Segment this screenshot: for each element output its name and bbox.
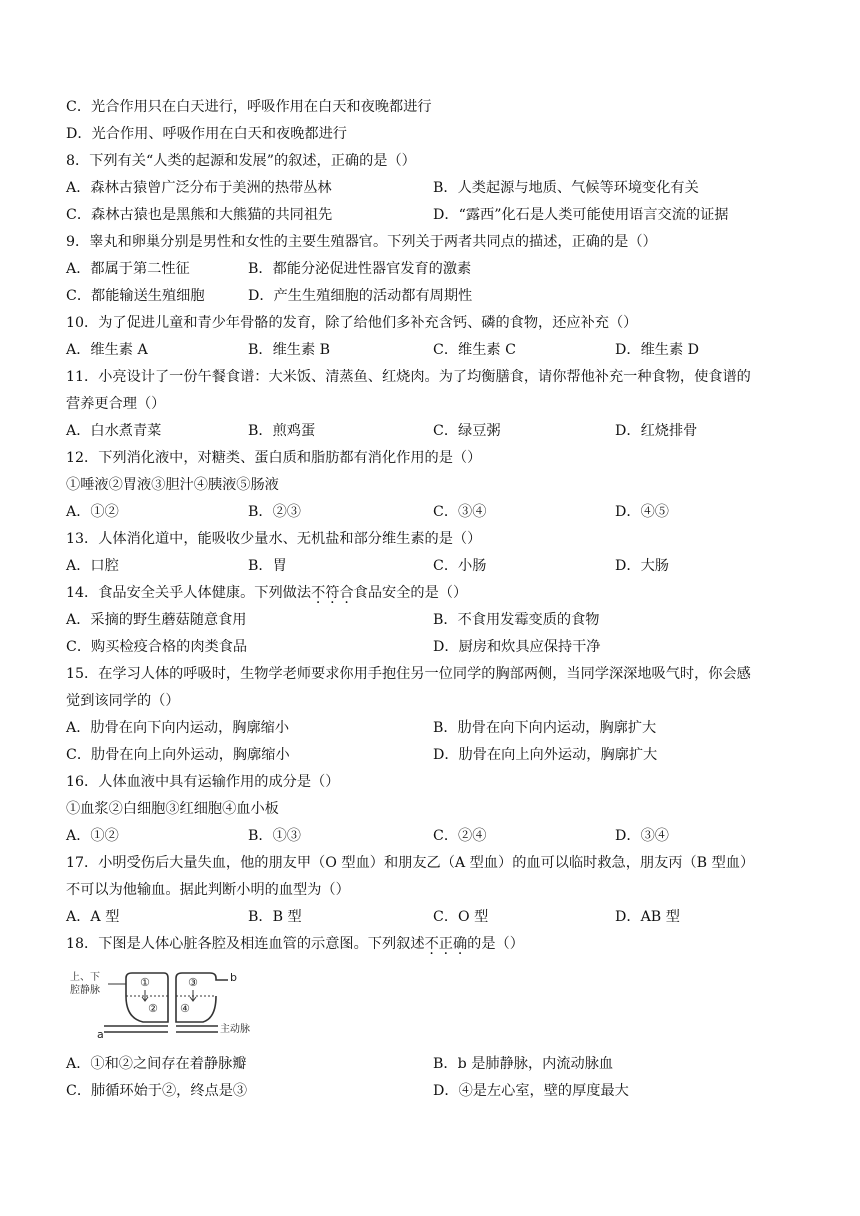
stem-prefix: 14．食品安全关乎人体健康。下列做法 [66,585,312,601]
option-b: B．①③ [248,828,301,844]
option-d: D．红烧排骨 [615,423,698,439]
option-b: B．维生素 B [248,342,331,358]
option-c: C．维生素 C [433,342,516,358]
option-a: A．口腔 [66,558,119,574]
question-14-stem [66,583,467,603]
question-13-stem: 13．人体消化道中，能吸收少量水、无机盐和部分维生素的是（） [66,531,482,547]
option-b: B．肋骨在向下向内运动，胸廓扩大 [433,720,657,736]
option-d: D．产生生殖细胞的活动都有周期性 [248,288,473,304]
option-a: A．森林古猿曾广泛分布于美洲的热带丛林 [66,180,332,196]
question-18-stem [66,934,524,954]
label-a: a [97,1028,104,1041]
option-c: C．O 型 [433,909,489,925]
ventricle-left [126,996,168,1022]
question-12-items: ①唾液②胃液③胆汁④胰液⑤肠液 [66,477,279,493]
option-d: D．③④ [615,828,669,844]
option-a: A．都属于第二性征 [66,261,190,277]
stem-suffix: 的是（） [467,936,524,952]
question-9-stem: 9．睾丸和卵巢分别是男性和女性的主要生殖器官。下列关于两者共同点的描述，正确的是（） [66,234,657,250]
option-d: D．大肠 [615,558,669,574]
stem-suffix: 食品安全的是（） [353,585,468,601]
label-vena-cava-1: 上、下 [70,972,100,983]
option-c: C．都能输送生殖细胞 [66,288,205,304]
question-16-items: ①血浆②白细胞③红细胞④血小板 [66,801,279,817]
option-a: A．①和②之间存在着静脉瓣 [66,1056,247,1072]
option-a: A．白水煮青菜 [66,423,162,439]
option-b: B．都能分泌促进性器官发育的激素 [248,261,472,277]
chamber-2-label: ② [148,1002,158,1015]
option-c: C．绿豆粥 [433,423,501,439]
label-aorta: 主动脉 [220,1024,250,1035]
label-b: b [230,971,237,984]
chamber-3-label: ③ [188,976,198,989]
label-vena-cava-2: 腔静脉 [70,985,100,996]
option-text: D．光合作用、呼吸作用在白天和夜晚都进行 [66,126,347,142]
question-12-stem: 12．下列消化液中，对糖类、蛋白质和脂肪都有消化作用的是（） [66,450,482,466]
emphasis-char: 正 [438,936,453,952]
option-c: C．肋骨在向上向外运动，胸廓缩小 [66,747,290,763]
option-b: B．胃 [248,558,287,574]
option-c: C．购买检疫合格的肉类食品 [66,639,248,655]
chamber-4-label: ④ [180,1002,190,1015]
option-a: A．维生素 A [66,342,148,358]
option-d: D．“露西”化石是人类可能使用语言交流的证据 [433,207,729,223]
option-a: A．①② [66,504,119,520]
option-d: D．厨房和炊具应保持干净 [433,639,601,655]
emphasis-char: 不 [311,585,326,601]
emphasis-char: 确 [452,936,468,952]
heart-diagram [68,968,268,1044]
question-15-stem: 15．在学习人体的呼吸时，生物学老师要求你用手抱住另一位同学的胸部两侧，当同学深深地吸气时，你会感 [66,666,751,682]
emphasis-char: 符 [325,585,340,601]
question-15-stem-cont: 觉到该同学的（） [66,693,180,709]
option-d: D．④⑤ [615,504,669,520]
option-c: C．肺循环始于②，终点是③ [66,1083,248,1099]
stem-prefix: 18．下图是人体心脏各腔及相连血管的示意图。下列叙述 [66,936,425,952]
option-b: B．②③ [248,504,301,520]
option-d: D．肋骨在向上向外运动，胸廓扩大 [433,747,658,763]
option-b: B．人类起源与地质、气候等环境变化有关 [433,180,699,196]
heart-outline-right [176,973,228,996]
question-16-stem: 16．人体血液中具有运输作用的成分是（） [66,774,340,790]
option-text: C．光合作用只在白天进行，呼吸作用在白天和夜晚都进行 [66,99,432,115]
option-c: C．②④ [433,828,487,844]
option-d: D．④是左心室，壁的厚度最大 [433,1083,629,1099]
option-b: B．不食用发霉变质的食物 [433,612,600,628]
option-d: D．维生素 D [615,342,700,358]
emphasis-char: 不 [424,936,439,952]
chamber-1-label: ① [140,976,150,989]
emphasis-char: 合 [339,585,354,601]
option-a: A．①② [66,828,119,844]
question-10-stem: 10．为了促进儿童和青少年骨骼的发育，除了给他们多补充含钙、磷的食物，还应补充（） [66,315,638,331]
question-11-stem-cont: 营养更合理（） [66,396,166,412]
option-b: B．b 是肺静脉，内流动脉血 [433,1056,614,1072]
option-c: C．③④ [433,504,487,520]
option-c: C．森林古猿也是黑熊和大熊猫的共同祖先 [66,207,333,223]
option-b: B．B 型 [248,909,302,925]
question-17-stem: 17．小明受伤后大量失血，他的朋友甲（O 型血）和朋友乙（A 型血）的血可以临时救急，朋友丙（B 型血） [66,855,755,871]
option-b: B．煎鸡蛋 [248,423,316,439]
option-c: C．小肠 [433,558,487,574]
question-8-stem: 8．下列有关“人类的起源和发展”的叙述，正确的是（） [66,153,416,169]
question-17-stem-cont: 不可以为他输血。据此判断小明的血型为（） [66,882,350,898]
option-a: A．采摘的野生蘑菇随意食用 [66,612,247,628]
question-11-stem: 11．小亮设计了一份午餐食谱：大米饭、清蒸鱼、红烧肉。为了均衡膳食，请你帮他补充一种食物，使食谱的 [66,369,751,385]
option-a: A．A 型 [66,909,120,925]
option-a: A．肋骨在向下向内运动，胸廓缩小 [66,720,290,736]
option-d: D．AB 型 [615,909,680,925]
